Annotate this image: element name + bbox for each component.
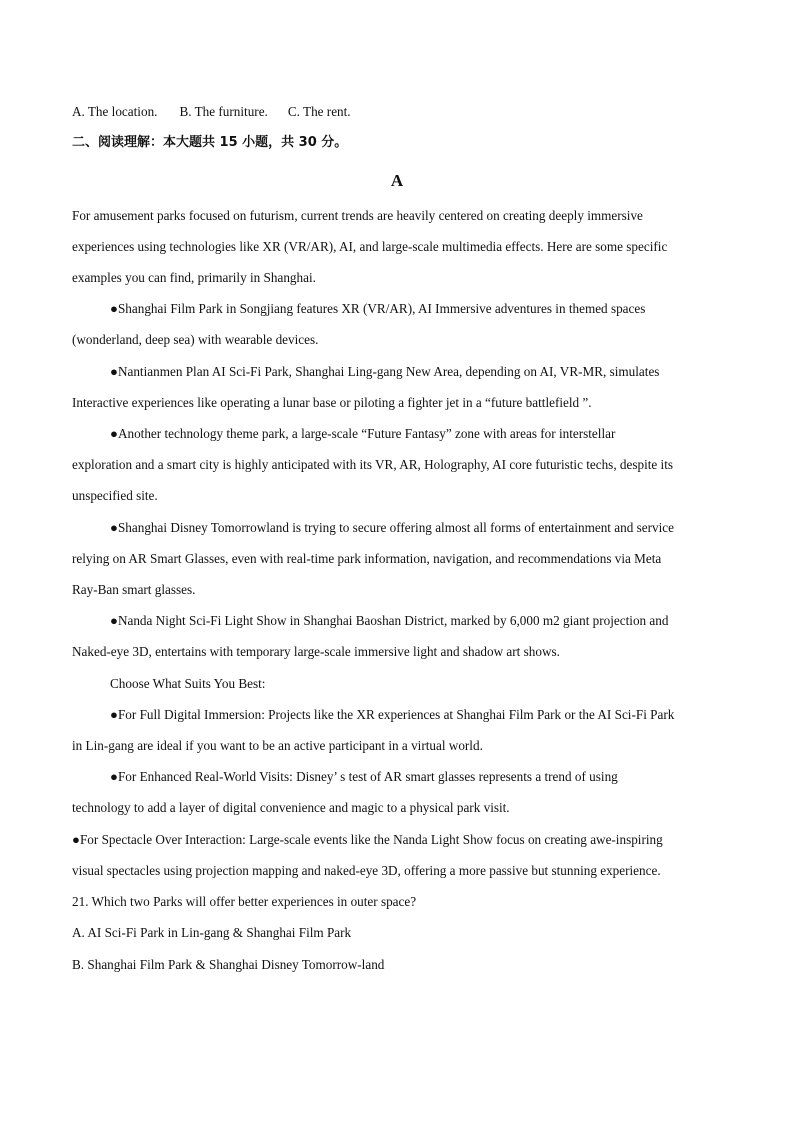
bullet-line: Ray-Ban smart glasses. — [72, 582, 196, 597]
choice-line: technology to add a layer of digital convenience and magic to a physical park visit. — [72, 800, 510, 815]
intro-line: experiences using technologies like XR (VR/AR), AI, and large-scale multimedia effects. Here are some specific — [72, 239, 668, 254]
bullet-line: ●Nantianmen Plan AI Sci-Fi Park, Shanghai Ling-gang New Area, depending on AI, VR-MR, simulates — [110, 364, 660, 379]
question-option-b: B. Shanghai Film Park & Shanghai Disney Tomorrow-land — [72, 957, 385, 972]
bullet-line: unspecified site. — [72, 488, 158, 503]
section-heading: 二、阅读理解：本大题共 15 小题，共 30 分。 — [72, 135, 348, 150]
bullet-line: ●Shanghai Disney Tomorrowland is trying to secure offering almost all forms of entertainment and service — [110, 520, 674, 535]
question-stem: 21. Which two Parks will offer better experiences in outer space? — [72, 894, 417, 909]
choice-line: in Lin-gang are ideal if you want to be an active participant in a virtual world. — [72, 738, 483, 753]
prev-option-b: B. The furniture. — [179, 104, 268, 119]
choose-heading: Choose What Suits You Best: — [110, 676, 266, 691]
intro-line: examples you can find, primarily in Shanghai. — [72, 270, 316, 285]
choice-line: ●For Enhanced Real-World Visits: Disney’ s test of AR smart glasses represents a trend of using — [110, 769, 618, 784]
bullet-line: Naked-eye 3D, entertains with temporary large-scale immersive light and shadow art shows. — [72, 644, 560, 659]
prev-option-c: C. The rent. — [287, 104, 351, 119]
bullet-line: Interactive experiences like operating a lunar base or piloting a fighter jet in a “future battlefield ”. — [72, 395, 592, 410]
bullet-line: (wonderland, deep sea) with wearable devices. — [72, 332, 319, 347]
intro-line: For amusement parks focused on futurism, current trends are heavily centered on creating deeply immersive — [72, 208, 643, 223]
passage-letter: A — [390, 171, 404, 190]
bullet-line: ●Nanda Night Sci-Fi Light Show in Shanghai Baoshan District, marked by 6,000 m2 giant projection and — [110, 613, 669, 628]
bullet-line: ●Another technology theme park, a large-scale “Future Fantasy” zone with areas for interstellar — [110, 426, 616, 441]
prev-option-a: A. The location. — [72, 104, 158, 119]
choice-line: ●For Spectacle Over Interaction: Large-scale events like the Nanda Light Show focus on creating awe-inspiring — [72, 832, 663, 847]
question-option-a: A. AI Sci-Fi Park in Lin-gang & Shanghai Film Park — [72, 925, 352, 940]
choice-line: ●For Full Digital Immersion: Projects like the XR experiences at Shanghai Film Park or the AI Sci-Fi Park — [110, 707, 675, 722]
bullet-line: relying on AR Smart Glasses, even with real-time park information, navigation, and recommendations via Meta — [72, 551, 662, 566]
choice-line: visual spectacles using projection mapping and naked-eye 3D, offering a more passive but stunning experience. — [72, 863, 661, 878]
bullet-line: ●Shanghai Film Park in Songjiang features XR (VR/AR), AI Immersive adventures in themed spaces — [110, 301, 646, 316]
prev-question-options — [72, 104, 351, 120]
bullet-line: exploration and a smart city is highly anticipated with its VR, AR, Holography, AI core futuristic techs, despite its — [72, 457, 674, 472]
